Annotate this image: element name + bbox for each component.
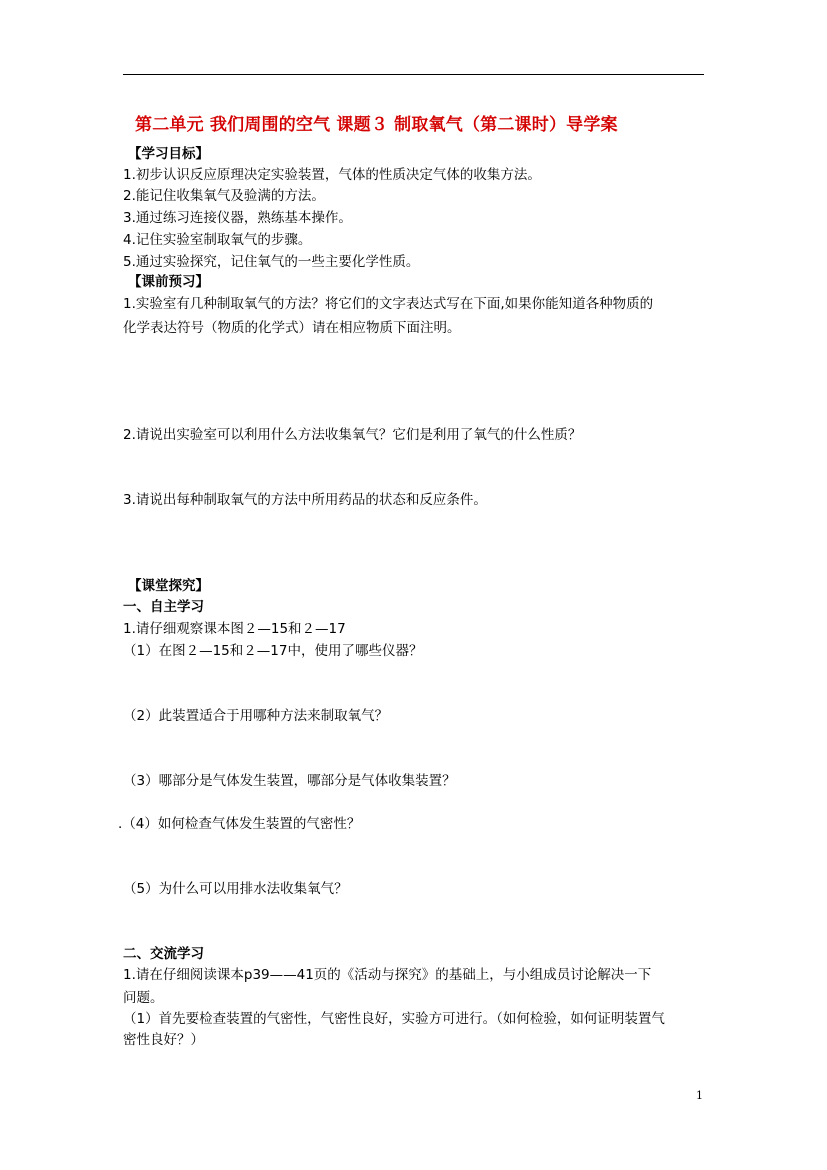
- objective-item-5: 5.通过实验探究，记住氧气的一些主要化学性质。: [123, 254, 420, 270]
- subsection-self-study: 一、自主学习: [123, 599, 204, 615]
- section-heading-preview: 【课前预习】: [128, 274, 209, 290]
- self-study-question-2: （2）此装置适合于用哪种方法来制取氧气？: [123, 708, 389, 724]
- objective-item-1: 1.初步认识反应原理决定实验装置，气体的性质决定气体的收集方法。: [123, 167, 541, 183]
- self-study-question-1: （1）在图２—15和２—17中，使用了哪些仪器？: [123, 643, 423, 659]
- section-heading-exploration: 【课堂探究】: [128, 578, 209, 594]
- objective-item-4: 4.记住实验室制取氧气的步骤。: [123, 232, 312, 248]
- objective-item-3: 3.通过练习连接仪器，熟练基本操作。: [123, 210, 352, 226]
- subsection-group-study: 二、交流学习: [123, 946, 204, 962]
- preview-question-1-line-1: 1.实验室有几种制取氧气的方法？将它们的文字表达式写在下面,如果你能知道各种物质的: [123, 296, 654, 312]
- header-rule: [123, 74, 704, 75]
- document-title: 第二单元 我们周围的空气 课题３ 制取氧气（第二课时）导学案: [135, 115, 618, 135]
- self-study-question-4: .（4）如何检查气体发生装置的气密性？: [118, 816, 361, 832]
- objective-item-2: 2.能记住收集氧气及验满的方法。: [123, 188, 325, 204]
- self-study-question-3: （3）哪部分是气体发生装置，哪部分是气体收集装置？: [123, 773, 456, 789]
- preview-question-1-line-2: 化学表达符号（物质的化学式）请在相应物质下面注明。: [123, 320, 461, 336]
- self-study-item-1: 1.请仔细观察课本图２—15和２—17: [123, 621, 346, 637]
- self-study-question-5: （5）为什么可以用排水法收集氧气？: [123, 881, 348, 897]
- group-study-question-1-line-1: （1）首先要检查装置的气密性，气密性良好，实验方可进行。（如何检验，如何证明装置气: [123, 1011, 665, 1027]
- group-study-item-1-line-2: 问题。: [123, 990, 164, 1006]
- section-heading-objectives: 【学习目标】: [128, 146, 209, 162]
- group-study-item-1-line-1: 1.请在仔细阅读课本p39——41页的《活动与探究》的基础上，与小组成员讨论解决一下: [123, 967, 652, 983]
- preview-question-2: 2.请说出实验室可以利用什么方法收集氧气？它们是利用了氧气的什么性质？: [123, 427, 582, 443]
- preview-question-3: 3.请说出每种制取氧气的方法中所用药品的状态和反应条件。: [123, 492, 487, 508]
- group-study-question-1-line-2: 密性良好？）: [123, 1032, 204, 1048]
- page-number: 1: [696, 1089, 703, 1102]
